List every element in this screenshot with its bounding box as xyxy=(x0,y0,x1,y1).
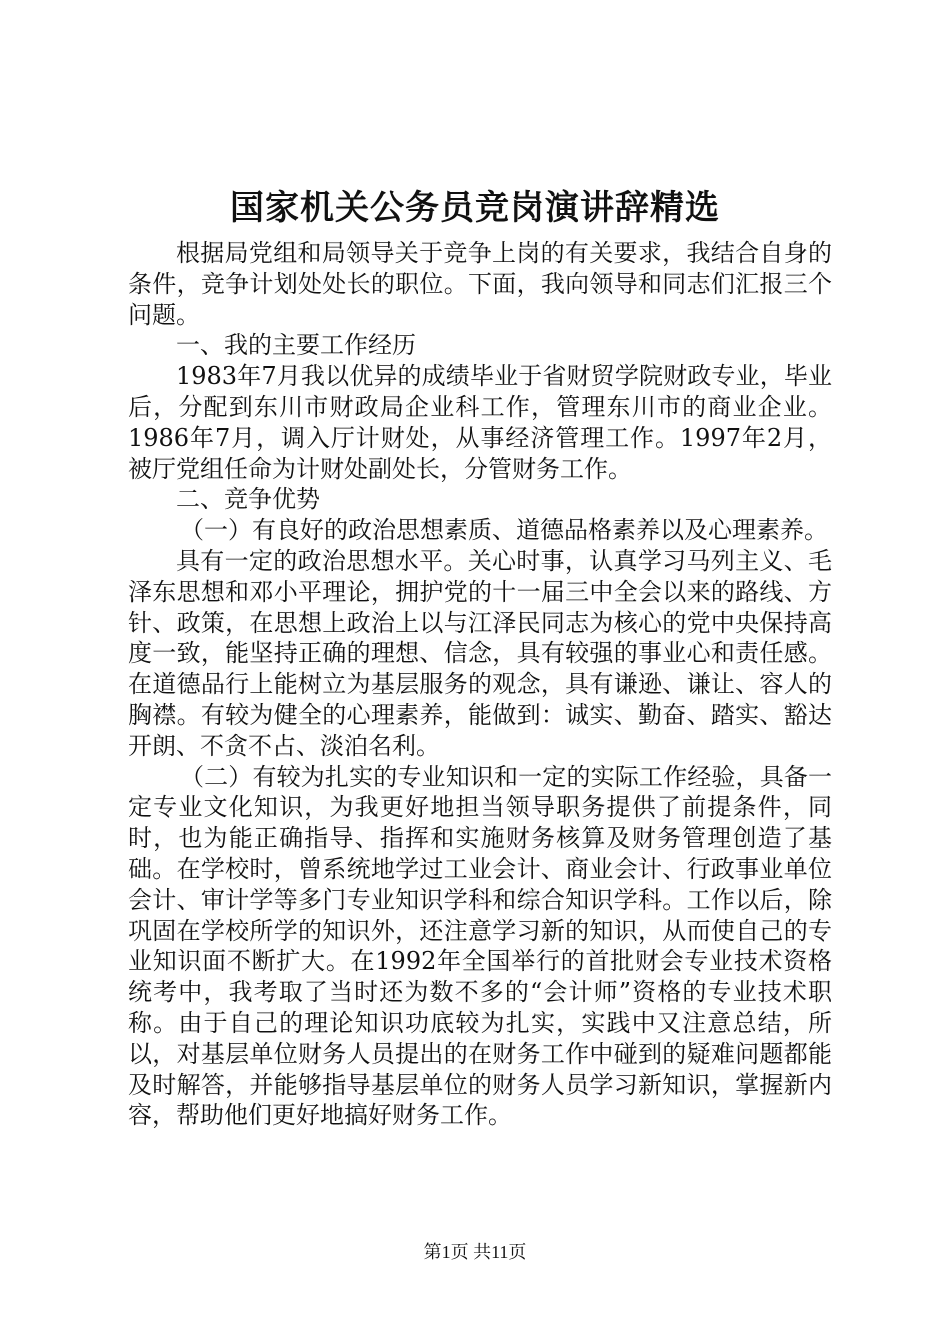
heading-competitive-advantages: 二、竞争优势 xyxy=(176,485,320,514)
paragraph-intro: 根据局党组和局领导关于竞争上岗的有关要求，我结合自身的条件，竞争计划处处长的职位。下面，我向领导和同志们汇报三个问题。 xyxy=(128,239,832,329)
paragraph-work-experience: 1983年7月我以优异的成绩毕业于省财贸学院财政专业，毕业后，分配到东川市财政局企业科工作，管理东川市的商业企业。1986年7月，调入厅计财处，从事经济管理工作。1997年2月，被厅党组任命为计财处副处长，分管财务工作。 xyxy=(128,362,832,483)
paragraph-professional-knowledge: （二）有较为扎实的专业知识和一定的实际工作经验，具备一定专业文化知识，为我更好地担当领导职务提供了前提条件，同时，也为能正确指导、指挥和实施财务核算及财务管理创造了基础。在学校时，曾系统地学过工业会计、商业会计、行政事业单位会计、审计学等多门专业知识学科和综合知识学科。工作以后，除巩固在学校所学的知识外，还注意学习新的知识，从而使自己的专业知识面不断扩大。在1992年全国举行的首批财会专业技术资格统考中，我考取了当时还为数不多的“会计师”资格的专业技术职称。由于自己的理论知识功底较为扎实，实践中又注意总结，所以，对基层单位财务人员提出的在财务工作中碰到的疑难问题都能及时解答，并能够指导基层单位的财务人员学习新知识，掌握新内容，帮助他们更好地搞好财务工作。 xyxy=(128,762,832,1130)
document-title: 国家机关公务员竞岗演讲辞精选 xyxy=(230,188,720,228)
heading-work-experience: 一、我的主要工作经历 xyxy=(176,331,416,360)
page-number-footer: 第1页 共11页 xyxy=(423,1242,527,1262)
subheading-political-quality: （一）有良好的政治思想素质、道德品格素养以及心理素养。 xyxy=(180,516,828,545)
document-body xyxy=(128,238,832,1131)
paragraph-political-quality: 具有一定的政治思想水平。关心时事，认真学习马列主义、毛泽东思想和邓小平理论，拥护党的十一届三中全会以来的路线、方针、政策，在思想上政治上以与江泽民同志为核心的党中央保持高度一致，能坚持正确的理想、信念，具有较强的事业心和责任感。在道德品行上能树立为基层服务的观念，具有谦逊、谦让、容人的胸襟。有较为健全的心理素养，能做到：诚实、勤奋、踏实、豁达开朗、不贪不占、淡泊名利。 xyxy=(128,546,832,760)
